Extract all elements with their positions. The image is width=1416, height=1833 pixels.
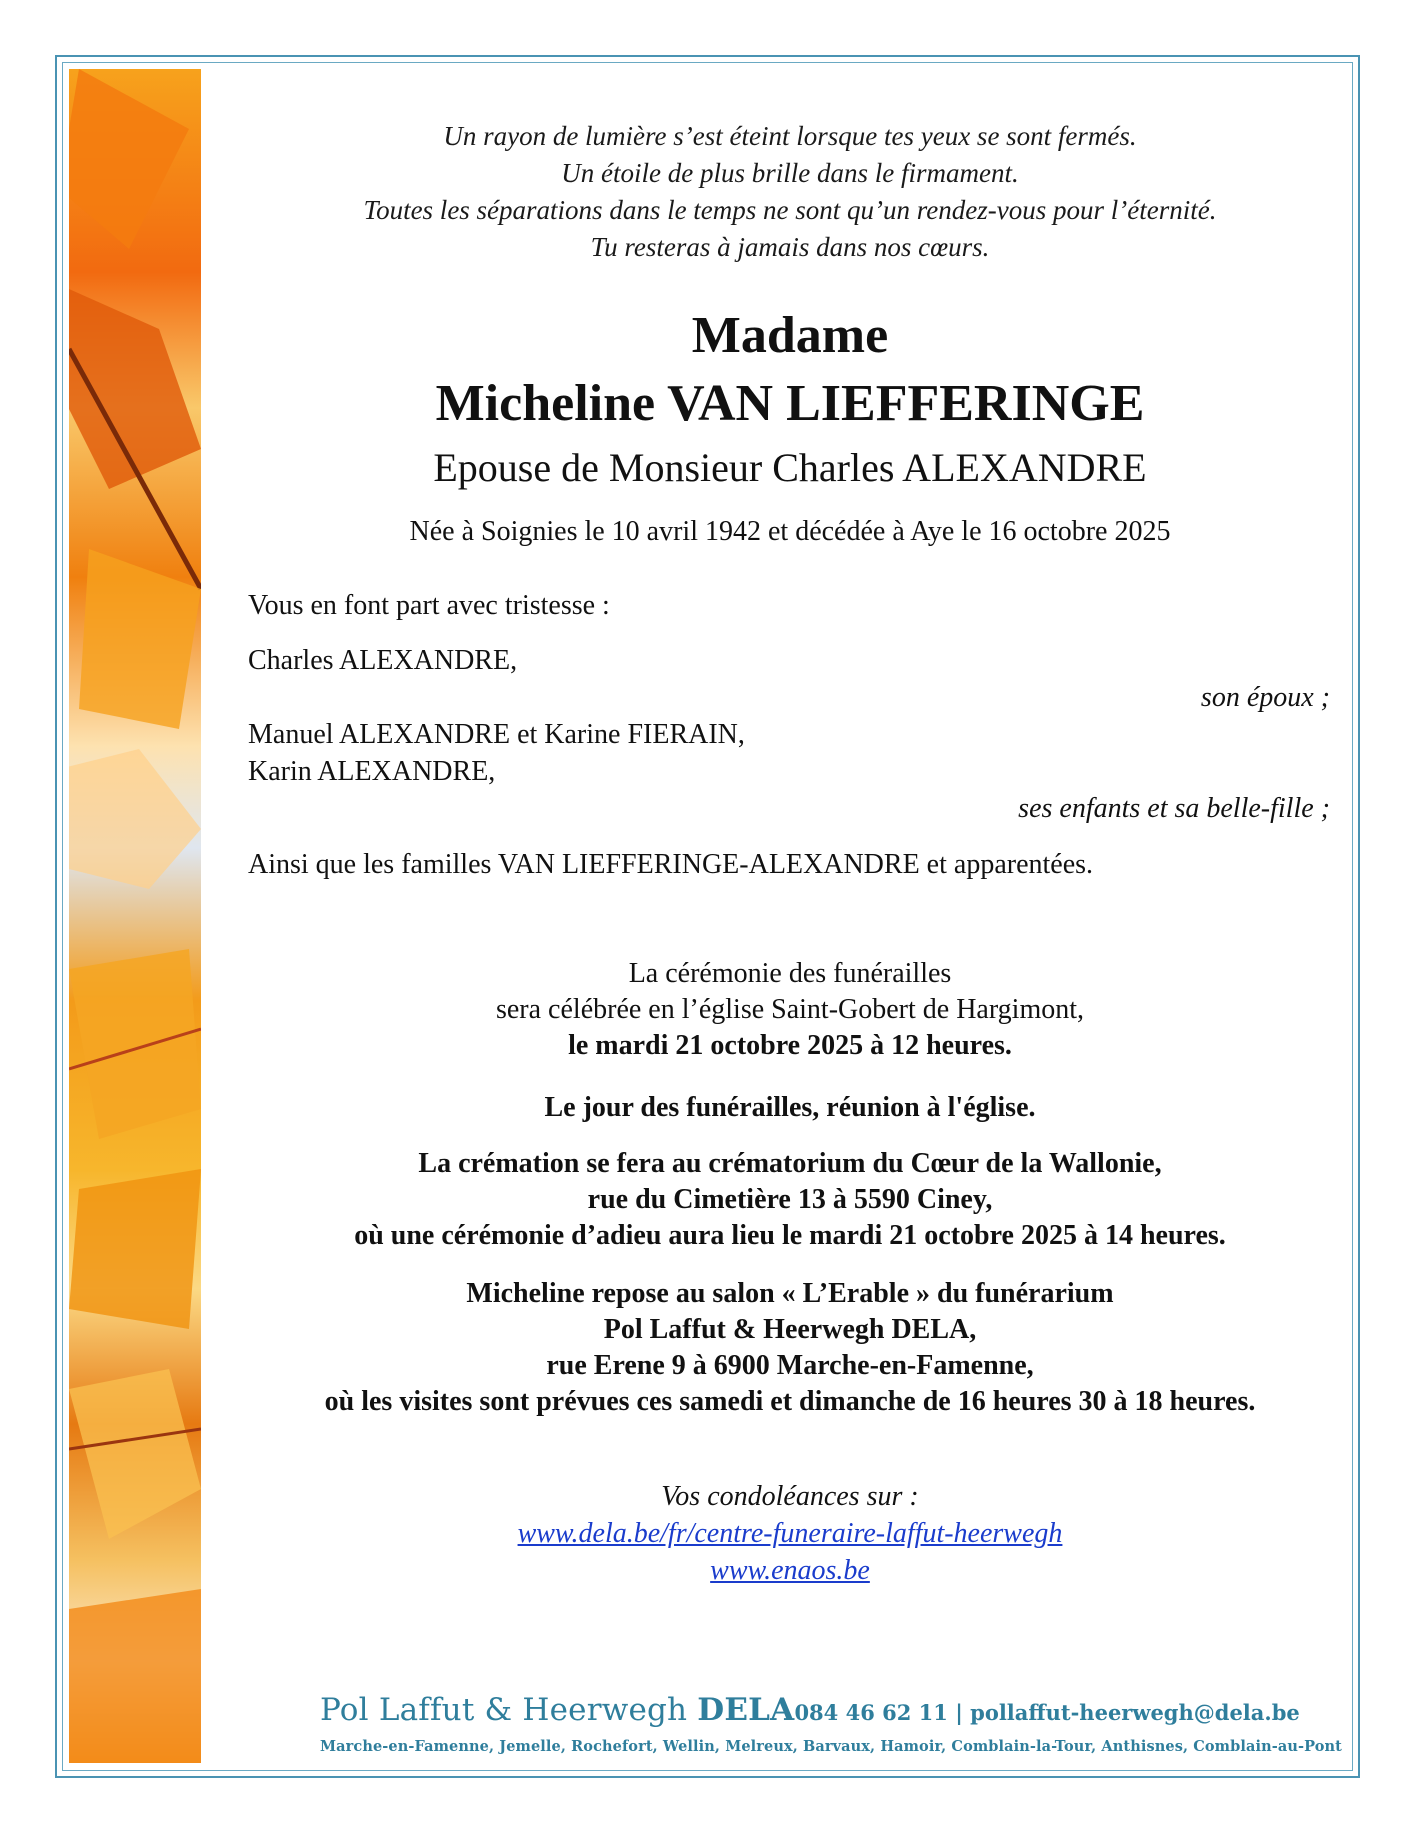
brand-dela: DELA	[697, 1692, 795, 1728]
brand-name: Pol Laffut & Heerwegh	[320, 1692, 698, 1728]
funeral-home-locations: Marche-en-Famenne, Jemelle, Rochefort, Wellin, Melreux, Barvaux, Hamoir, Comblain-la-Tour, Anthisnes, Comblain-au-Pont	[320, 1738, 1342, 1755]
funeral-home-contact: 084 46 62 11 | pollaffut-heerwegh@dela.be	[794, 1700, 1300, 1725]
rest-line-1: Micheline repose au salon « L’Erable » du funérarium	[466, 1278, 1114, 1309]
poem-line: Tu resteras à jamais dans nos cœurs.	[590, 232, 990, 262]
meeting-line: Le jour des funérailles, réunion à l'église.	[544, 1092, 1036, 1123]
family-intro: Vous en font part avec tristesse :	[248, 590, 610, 621]
poem-line: Toutes les séparations dans le temps ne sont qu’un rendez-vous pour l’éternité.	[363, 195, 1217, 225]
condolences-title: Vos condoléances sur :	[661, 1481, 919, 1512]
children-line-2: Karin ALEXANDRE,	[248, 756, 496, 787]
memorial-poem	[230, 118, 1350, 266]
condolences-link-dela[interactable]: www.dela.be/fr/centre-funeraire-laffut-heerwegh	[517, 1518, 1063, 1549]
ceremony-date: le mardi 21 octobre 2025 à 12 heures.	[568, 1030, 1012, 1061]
poem-line: Un étoile de plus brille dans le firmament.	[561, 158, 1019, 188]
funeral-home-footer	[320, 1692, 1342, 1755]
rest-line-2: Pol Laffut & Heerwegh DELA,	[603, 1314, 977, 1345]
funeral-home-logo	[320, 1692, 794, 1728]
cremation-line-1: La crémation se fera au crématorium du Cœur de la Wallonie,	[418, 1148, 1162, 1179]
rest-line-3: rue Erene 9 à 6900 Marche-en-Famenne,	[546, 1350, 1034, 1381]
cremation-block	[230, 1146, 1350, 1254]
condolences-block	[230, 1478, 1350, 1589]
poem-line: Un rayon de lumière s’est éteint lorsque tes yeux se sont fermés.	[443, 121, 1137, 151]
spouse-relation: son époux ;	[1200, 682, 1330, 713]
deceased-spouse: Epouse de Monsieur Charles ALEXANDRE	[433, 445, 1147, 490]
cremation-line-3: où une cérémonie d’adieu aura lieu le mardi 21 octobre 2025 à 14 heures.	[354, 1220, 1226, 1251]
cremation-line-2: rue du Cimetière 13 à 5590 Ciney,	[587, 1184, 993, 1215]
rest-block	[230, 1276, 1350, 1420]
deceased-name: Micheline VAN LIEFFERINGE	[435, 375, 1145, 432]
ceremony-line-1: La cérémonie des funérailles	[628, 958, 952, 989]
autumn-leaves-image	[69, 69, 201, 1763]
children-relation: ses enfants et sa belle-fille ;	[1018, 793, 1330, 824]
deceased-title: Madame	[691, 307, 889, 364]
children-line-1: Manuel ALEXANDRE et Karine FIERAIN,	[248, 719, 745, 750]
ceremony-line-2: sera célébrée en l’église Saint-Gobert de Hargimont,	[495, 994, 1085, 1025]
condolences-link-enaos[interactable]: www.enaos.be	[710, 1555, 870, 1586]
notice-content	[230, 0, 1350, 1833]
ceremony-block	[230, 956, 1350, 1064]
deceased-dates: Née à Soignies le 10 avril 1942 et décédée à Aye le 16 octobre 2025	[409, 516, 1171, 547]
rest-line-4: où les visites sont prévues ces samedi et dimanche de 16 heures 30 à 18 heures.	[324, 1386, 1256, 1417]
families-line: Ainsi que les familles VAN LIEFFERINGE-ALEXANDRE et apparentées.	[248, 849, 1094, 880]
spouse-name: Charles ALEXANDRE,	[248, 645, 518, 676]
